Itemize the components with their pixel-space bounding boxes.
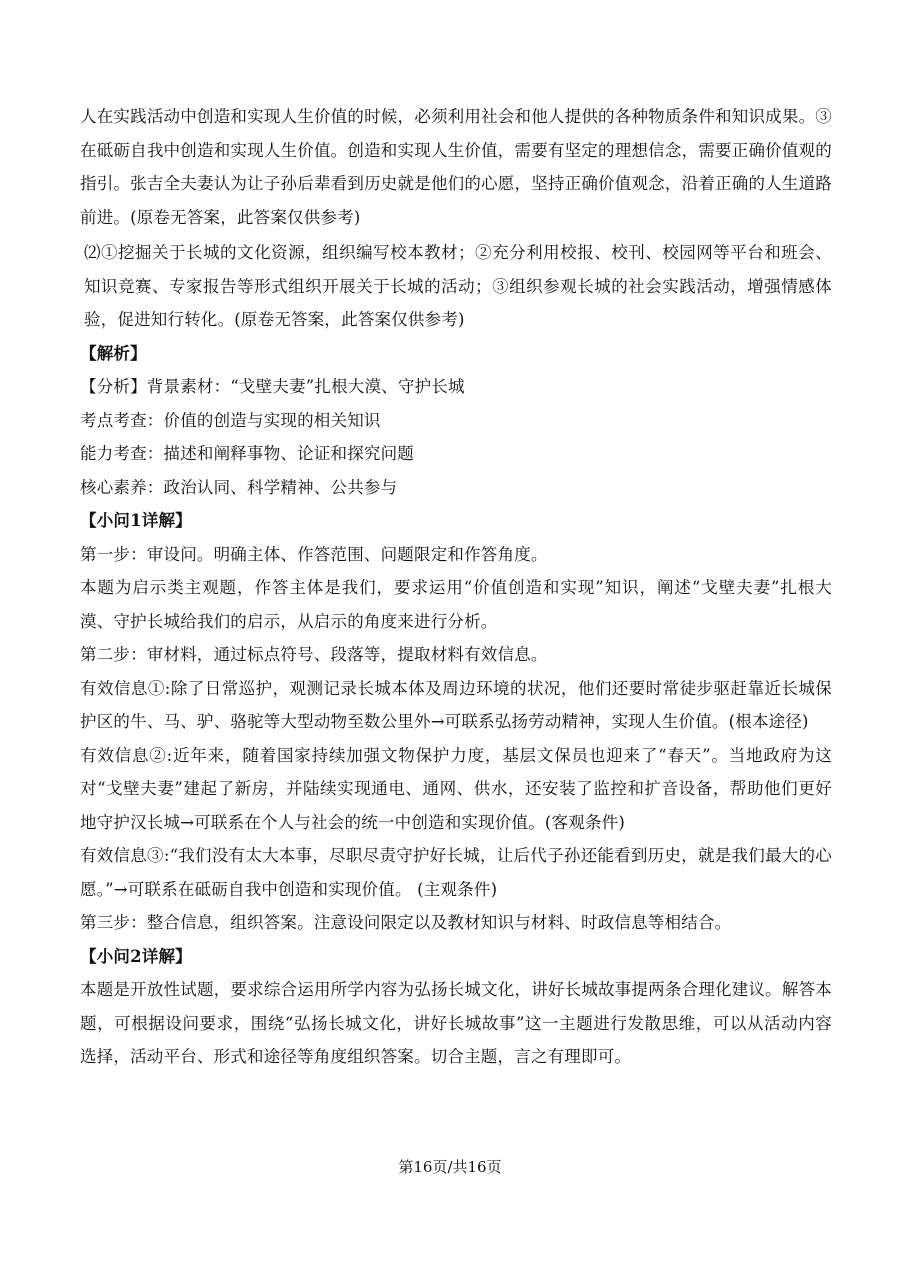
q1-info3: 有效信息③:“我们没有太大本事，尽职尽责守护好长城，让后代子孙还能看到历史，就是我们最大的心愿。”→可联系在砥砺自我中创造和实现价值。 (主观条件)	[80, 846, 832, 899]
q1-step1: 第一步：审设问。明确主体、作答范围、问题限定和作答角度。	[80, 544, 548, 564]
analysis-background: 【分析】背景素材：“戈壁夫妻”扎根大漠、守护长城	[80, 377, 465, 396]
q2-heading: 【小问2详解】	[80, 946, 192, 966]
q1-info2: 有效信息②:近年来，随着国家持续加强文物保护力度，基层文保员也迎来了“春天”。当地政府为这对“戈壁夫妻”建起了新房，并陆续实现通电、通网、供水，还安装了监控和扩音设备，帮助他们更好地守护汉长城→可联系在个人与社会的统一中创造和实现价值。(客观条件)	[80, 745, 832, 832]
analysis-literacy: 核心素养：政治认同、科学精神、公共参与	[80, 477, 398, 497]
answer-part1-tail: 人在实践活动中创造和实现人生价值的时候，必须利用社会和他人提供的各种物质条件和知识成果。③在砥砺自我中创造和实现人生价值。创造和实现人生价值，需要有坚定的理想信念，需要正确价值观的指引。张吉全夫妻认为让子孙后辈看到历史就是他们的心愿，坚持正确价值观念，沿着正确的人生道路前进。(原卷无答案，此答案仅供参考)	[80, 107, 832, 227]
q1-step3: 第三步：整合信息，组织答案。注意设问限定以及教材知识与材料、时政信息等相结合。	[80, 913, 732, 932]
answer-part2: ⑵①挖掘关于长城的文化资源，组织编写校本教材；②充分利用校报、校刊、校园网等平台和班会、知识竞赛、专家报告等形式组织开展关于长城的活动；③组织参观长城的社会实践活动，增强情感体验，促进知行转化。(原卷无答案，此答案仅供参考)	[84, 243, 832, 329]
analysis-heading: 【解析】	[80, 343, 147, 363]
q1-step2: 第二步：审材料，通过标点符号、段落等，提取材料有效信息。	[80, 645, 548, 664]
document-body	[80, 100, 832, 1074]
analysis-ability: 能力考查：描述和阐释事物、论证和探究问题	[80, 444, 414, 463]
q2-detail: 本题是开放性试题，要求综合运用所学内容为弘扬长城文化，讲好长城故事提两条合理化建议。解答本题，可根据设问要求，围绕“弘扬长城文化，讲好长城故事”这一主题进行发散思维，可以从活动内容选择，活动平台、形式和途径等角度组织答案。切合主题，言之有理即可。	[80, 980, 832, 1066]
page-footer: 第16页/共16页	[398, 1158, 502, 1176]
q1-heading: 【小问1详解】	[80, 511, 192, 530]
q1-info1: 有效信息①:除了日常巡护，观测记录长城本体及周边环境的状况，他们还要时常徒步驱赶靠近长城保护区的牛、马、驴、骆驼等大型动物至数公里外→可联系弘扬劳动精神，实现人生价值。(根本途径)	[80, 678, 832, 731]
q1-step1-detail: 本题为启示类主观题，作答主体是我们，要求运用“价值创造和实现”知识，阐述“戈壁夫妻”扎根大漠、守护长城给我们的启示，从启示的角度来进行分析。	[80, 578, 832, 631]
analysis-knowledge: 考点考查：价值的创造与实现的相关知识	[80, 410, 381, 430]
